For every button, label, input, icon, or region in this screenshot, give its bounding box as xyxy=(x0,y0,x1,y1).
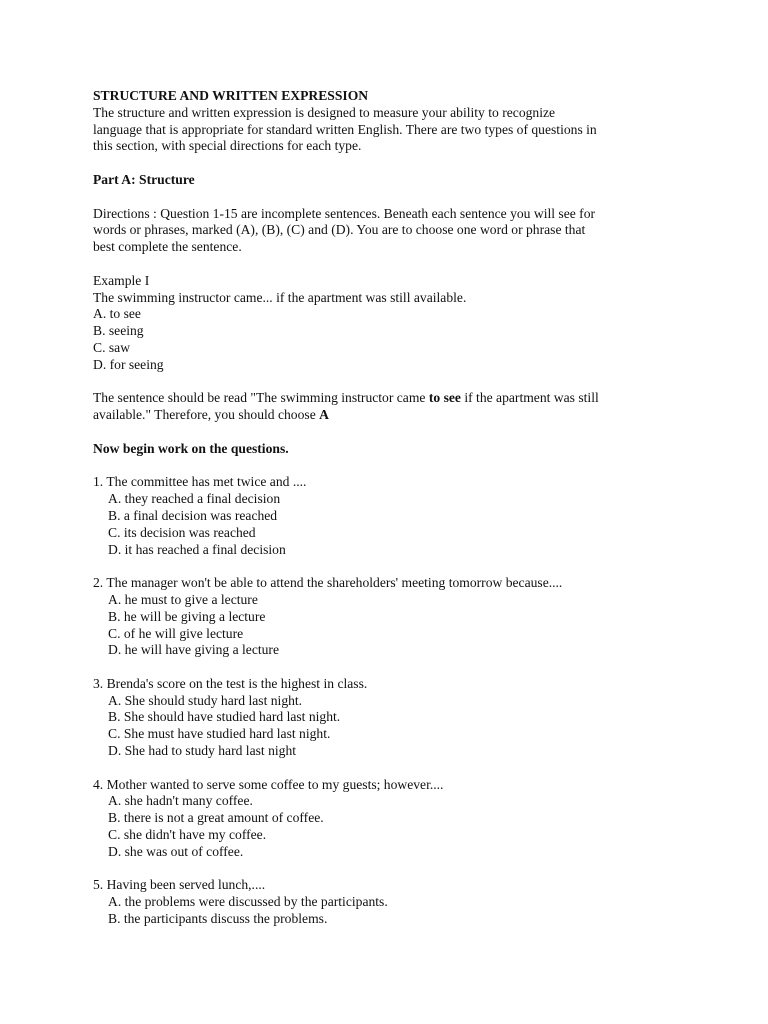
answer-option: C. She must have studied hard last night. xyxy=(108,726,331,742)
question-item xyxy=(93,676,683,760)
answer-option: B. he will be giving a lecture xyxy=(108,608,266,624)
answer-option: A. She should study hard last night. xyxy=(108,692,303,708)
question-text: 5. Having been served lunch,.... xyxy=(93,877,266,893)
answer-option: D. it has reached a final decision xyxy=(108,541,286,557)
example-explanation xyxy=(93,390,683,407)
example-explanation xyxy=(93,407,683,424)
document-page xyxy=(93,88,683,945)
answer-option: B. a final decision was reached xyxy=(108,507,278,523)
question-item xyxy=(93,474,683,558)
answer-option: C. its decision was reached xyxy=(108,524,256,540)
question-text: 3. Brenda's score on the test is the highest in class. xyxy=(93,675,368,691)
question-item xyxy=(93,575,683,659)
question-item xyxy=(93,877,683,927)
answer-option: A. they reached a final decision xyxy=(108,491,281,507)
answer-option: D. she was out of coffee. xyxy=(108,843,244,859)
intro-line: language that is appropriate for standard written English. There are two types of questions in xyxy=(93,121,597,137)
intro-line: this section, with special directions for each type. xyxy=(93,138,362,154)
explanation-choice: A xyxy=(319,407,329,423)
answer-option: B. the participants discuss the problems. xyxy=(108,911,328,927)
example-option: C. saw xyxy=(93,339,131,355)
directions-line: words or phrases, marked (A), (B), (C) and (D). You are to choose one word or phrase that xyxy=(93,222,586,238)
answer-option: C. she didn't have my coffee. xyxy=(108,827,267,843)
example-option: A. to see xyxy=(93,306,141,322)
explanation-text: The sentence should be read "The swimming instructor came xyxy=(93,390,429,406)
answer-option: A. she hadn't many coffee. xyxy=(108,793,253,809)
explanation-text: if the apartment was still xyxy=(460,390,599,406)
explanation-answer: to see xyxy=(428,390,461,406)
example-option: B. seeing xyxy=(93,323,144,339)
answer-option: D. he will have giving a lecture xyxy=(108,642,279,658)
section-heading: STRUCTURE AND WRITTEN EXPRESSION xyxy=(93,88,369,103)
part-title: Part A: Structure xyxy=(93,171,195,187)
question-item xyxy=(93,777,683,861)
explanation-text: available." Therefore, you should choose xyxy=(93,407,320,423)
example-sentence: The swimming instructor came... if the apartment was still available. xyxy=(93,289,467,305)
answer-option: D. She had to study hard last night xyxy=(108,743,297,759)
answer-option: C. of he will give lecture xyxy=(108,625,244,641)
question-text: 4. Mother wanted to serve some coffee to my guests; however.... xyxy=(93,776,444,792)
example-label: Example I xyxy=(93,272,150,288)
question-text: 2. The manager won't be able to attend the shareholders' meeting tomorrow because.... xyxy=(93,575,563,591)
directions-line: Directions : Question 1-15 are incomplete sentences. Beneath each sentence you will see for xyxy=(93,205,596,221)
answer-option: B. there is not a great amount of coffee. xyxy=(108,810,324,826)
directions-line: best complete the sentence. xyxy=(93,239,242,255)
answer-option: A. he must to give a lecture xyxy=(108,591,258,607)
question-text: 1. The committee has met twice and .... xyxy=(93,474,307,490)
begin-instruction: Now begin work on the questions. xyxy=(93,440,289,456)
answer-option: A. the problems were discussed by the participants. xyxy=(108,894,388,910)
example-option: D. for seeing xyxy=(93,356,164,372)
answer-option: B. She should have studied hard last night. xyxy=(108,709,341,725)
intro-line: The structure and written expression is designed to measure your ability to recognize xyxy=(93,104,556,120)
